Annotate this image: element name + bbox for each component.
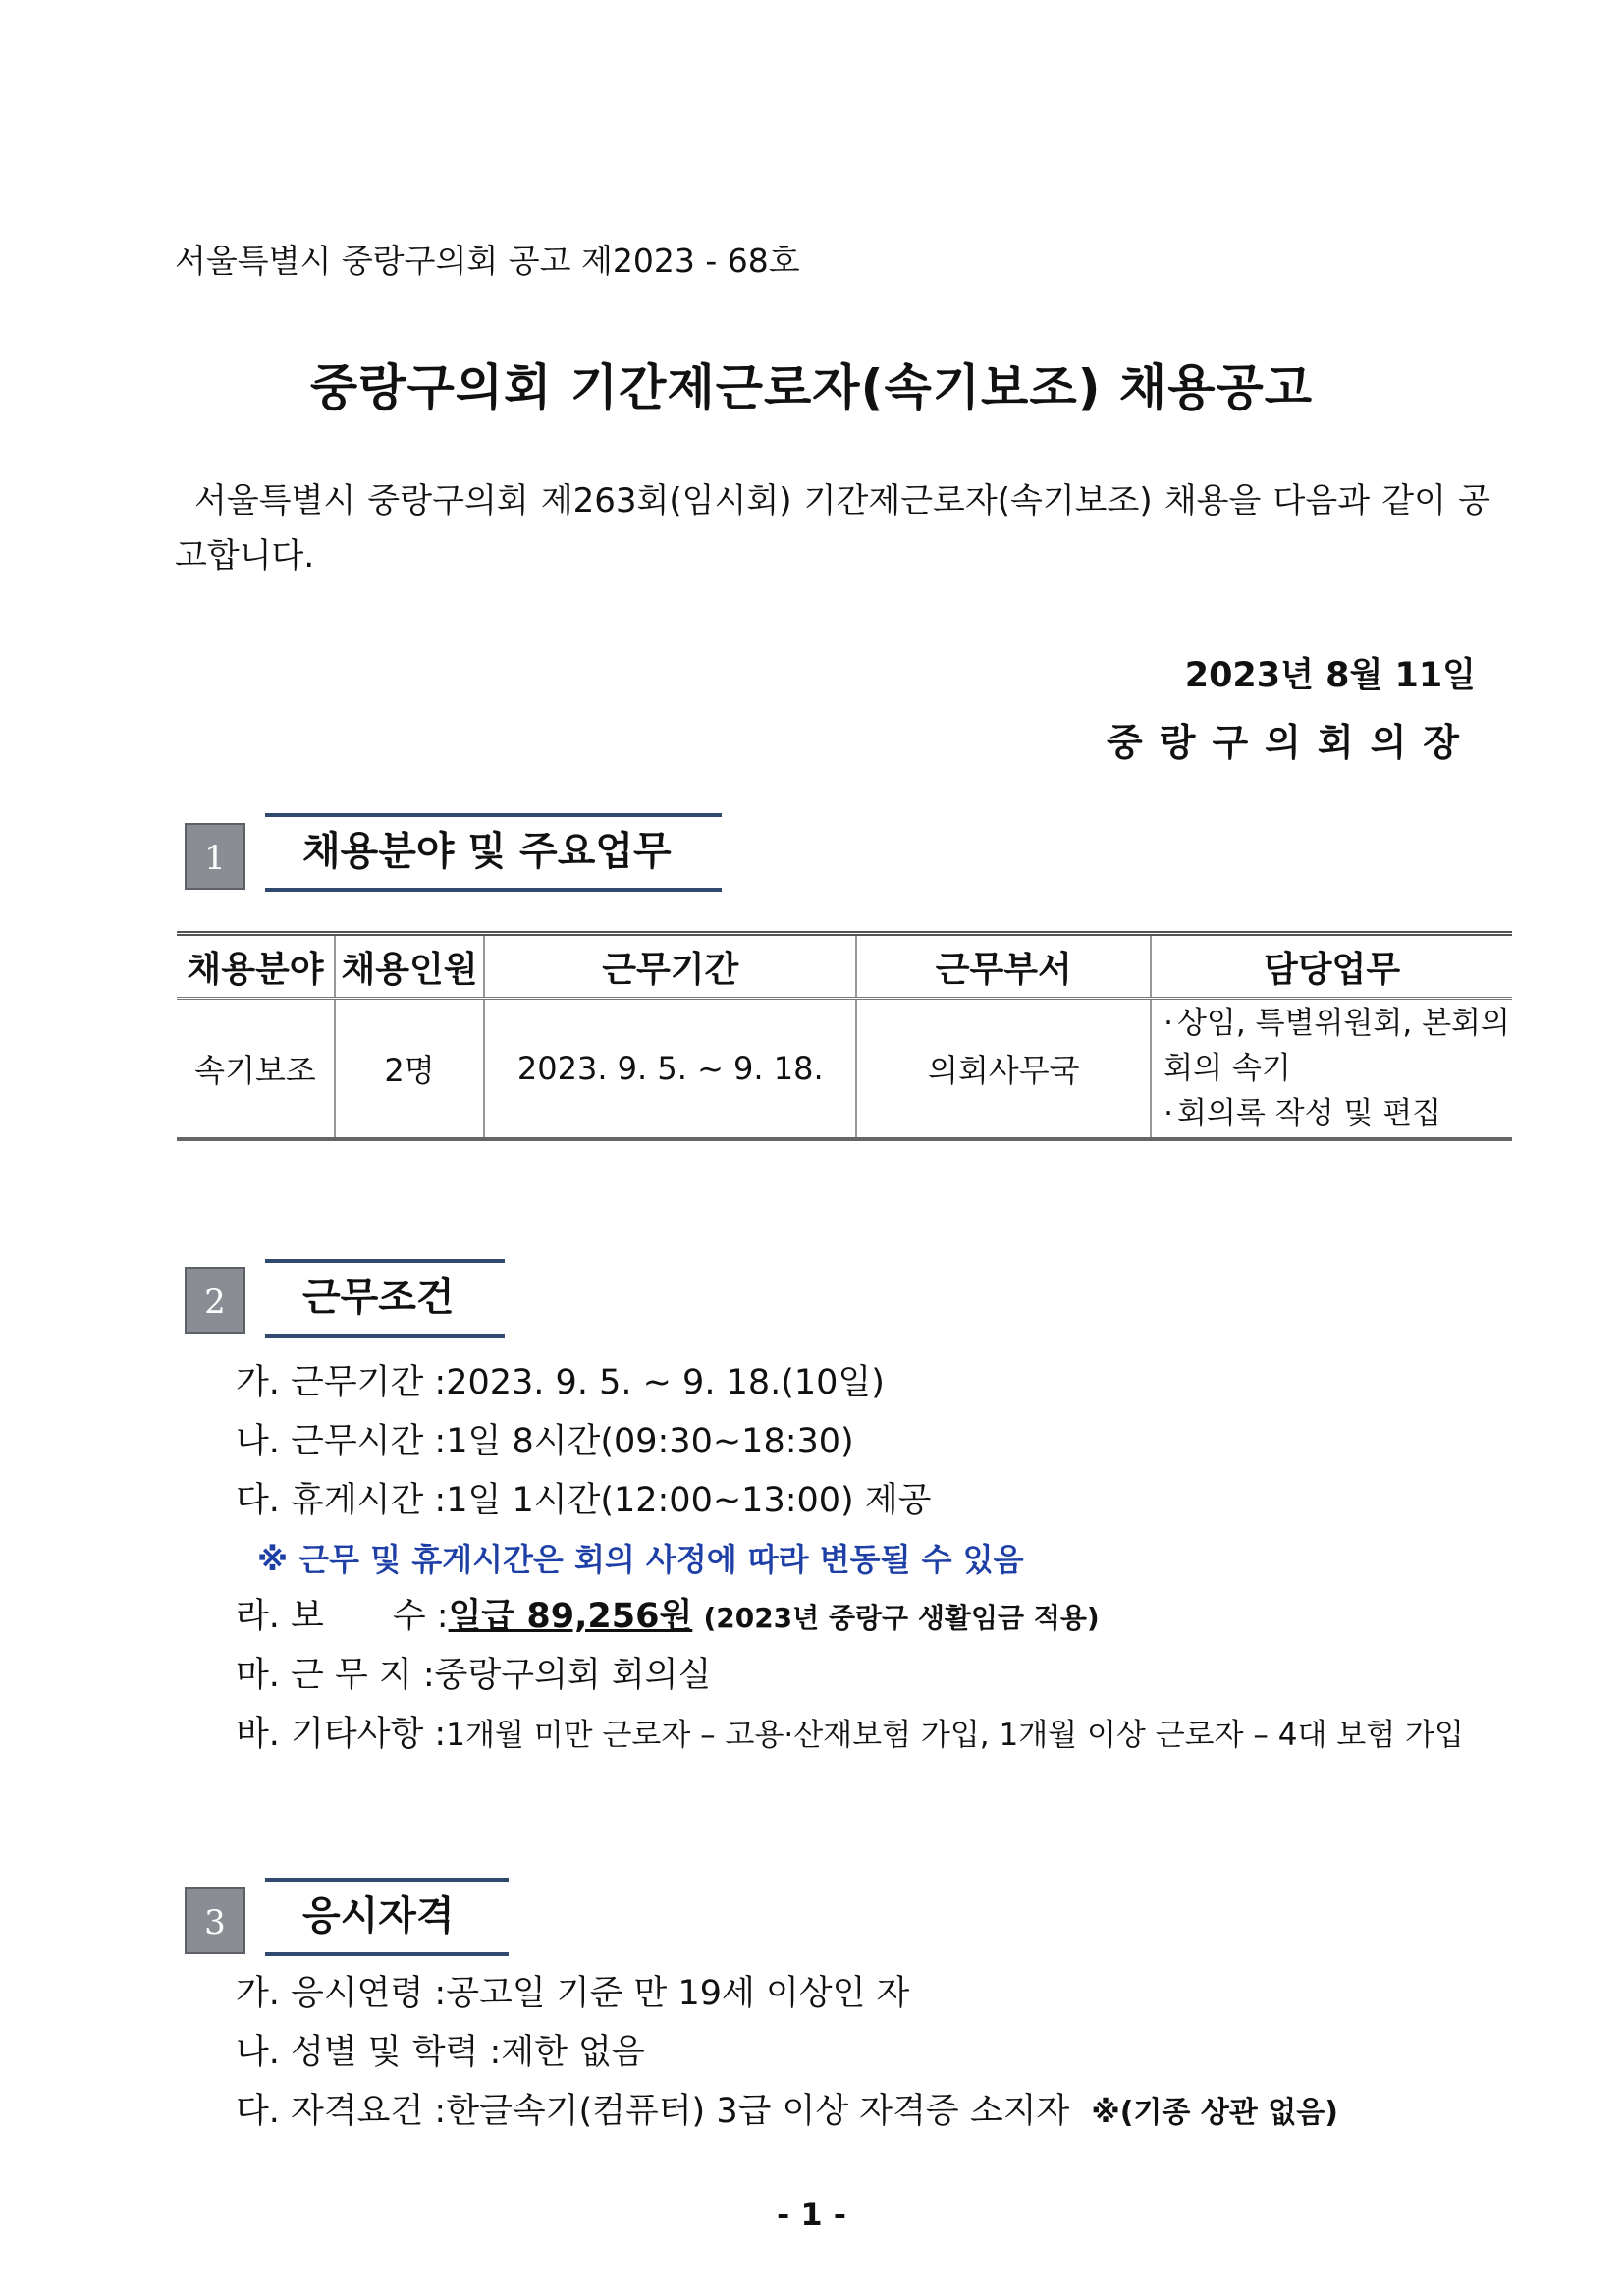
list-item-pay: 라. 보 수 :일급 89,256원 (2023년 중랑구 생활임금 적용) [236, 1597, 1100, 1636]
list-item: 나. 근무시간 :1일 8시간(09:30~18:30) [236, 1422, 854, 1461]
pay-note: (2023년 중랑구 생활임금 적용) [703, 1602, 1100, 1634]
list-item: 가. 근무기간 :2023. 9. 5. ~ 9. 18.(10일) [236, 1363, 885, 1402]
page-number: - 1 - [776, 2196, 847, 2233]
section-2-title: 근무조건 [265, 1259, 505, 1338]
schedule-note: ※ 근무 및 휴게시간은 회의 사정에 따라 변동될 수 있음 [257, 1541, 1024, 1578]
table-header: 채용인원 [335, 934, 484, 999]
cell-duties [1151, 999, 1512, 1140]
table-header-row [177, 934, 1512, 999]
section-3-number: 3 [185, 1887, 245, 1954]
section-1-title: 채용분야 및 주요업무 [265, 813, 722, 892]
list-item: 가. 응시연령 :공고일 기준 만 19세 이상인 자 [236, 1974, 910, 2013]
section-1-number: 1 [185, 823, 245, 890]
duty-item: · 회의록 작성 및 편집 [1163, 1096, 1442, 1131]
section-2-number: 2 [185, 1267, 245, 1334]
intro-paragraph: 서울특별시 중랑구의회 제263회(임시회) 기간제근로자(속기보조) 채용을 다음과 같이 공고합니다. [175, 481, 1490, 575]
section-3-title: 응시자격 [265, 1878, 509, 1956]
table-header: 근무부서 [856, 934, 1151, 999]
recruitment-table [177, 931, 1512, 1141]
notice-number: 서울특별시 중랑구의회 공고 제2023 - 68호 [175, 242, 800, 280]
bullet-icon: · [1163, 1006, 1173, 1041]
list-item: 나. 성별 및 학력 :제한 없음 [236, 2033, 645, 2072]
announcement-date: 2023년 8월 11일 [1184, 656, 1476, 695]
qualification-note: ※(기종 상관 없음) [1091, 2096, 1338, 2130]
table-row [177, 999, 1512, 1140]
list-item: 바. 기타사항 :1개월 미만 근로자 – 고용·산재보험 가입, 1개월 이상 근로자 – 4대 보험 가입 [236, 1715, 1464, 1754]
eligibility-list [236, 1964, 1338, 2141]
table-header: 채용분야 [177, 934, 335, 999]
table-header: 근무기간 [484, 934, 856, 999]
cell-field: 속기보조 [177, 999, 335, 1140]
cell-period: 2023. 9. 5. ~ 9. 18. [484, 999, 856, 1140]
list-item: 마. 근 무 지 :중랑구의회 회의실 [236, 1656, 712, 1695]
list-item: 다. 휴게시간 :1일 1시간(12:00~13:00) 제공 [236, 1481, 932, 1520]
bullet-icon: · [1163, 1096, 1173, 1131]
page-title: 중랑구의회 기간제근로자(속기보조) 채용공고 [309, 359, 1314, 416]
table-header: 담당업무 [1151, 934, 1512, 999]
cell-count: 2명 [335, 999, 484, 1140]
signer: 중랑구의회의장 [1107, 721, 1476, 764]
work-conditions-list [236, 1353, 1464, 1764]
cell-dept: 의회사무국 [856, 999, 1151, 1140]
duty-item: · 상임, 특별위원회, 본회의 회의 속기 [1163, 1006, 1510, 1086]
list-item: 다. 자격요건 :한글속기(컴퓨터) 3급 이상 자격증 소지자 ※(기종 상관 없음) [236, 2092, 1338, 2131]
pay-value: 일급 89,256원 [448, 1597, 693, 1636]
